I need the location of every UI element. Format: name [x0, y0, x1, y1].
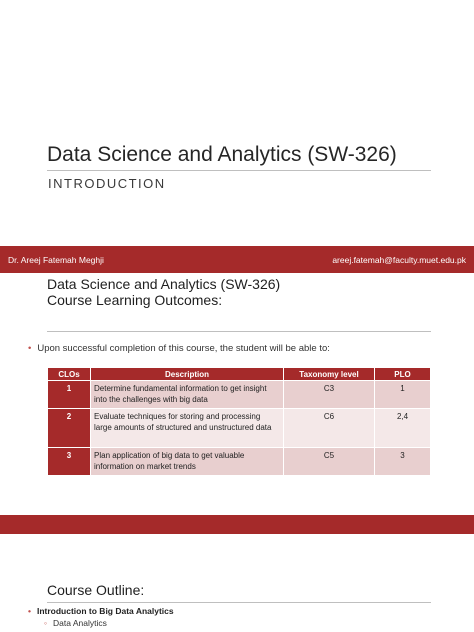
slide1-title-divider	[47, 170, 431, 171]
clo-description: Evaluate techniques for storing and processing large amounts of structured and unstructured data	[91, 409, 284, 448]
clo-taxonomy: C3	[284, 381, 375, 409]
outline-subitem	[44, 618, 107, 628]
clo-intro-bullet	[28, 343, 330, 354]
header-clos: CLOs	[48, 368, 91, 381]
clo-table	[47, 367, 431, 476]
outline-item	[28, 606, 174, 616]
outline-subitem-label: Data Analytics	[53, 618, 107, 628]
table-row	[48, 381, 431, 409]
slide3-title: Course Outline:	[47, 582, 145, 598]
header-plo: PLO	[375, 368, 431, 381]
clo-plo: 1	[375, 381, 431, 409]
slide2-title: Data Science and Analytics (SW-326)	[47, 276, 281, 292]
clo-plo: 2,4	[375, 409, 431, 448]
table-row	[48, 448, 431, 476]
slide1-subtitle: INTRODUCTION	[48, 176, 166, 191]
bullet-dot-icon: •	[28, 606, 31, 616]
header-taxonomy: Taxonomy level	[284, 368, 375, 381]
footer-email: areej.fatemah@faculty.muet.edu.pk	[332, 255, 466, 265]
bullet-dot-icon: •	[28, 343, 32, 354]
clo-taxonomy: C5	[284, 448, 375, 476]
sub-bullet-icon: ◦	[44, 618, 48, 628]
slide1-title: Data Science and Analytics (SW-326)	[47, 143, 397, 166]
slide2-subtitle: Course Learning Outcomes:	[47, 292, 223, 308]
clo-number: 2	[48, 409, 91, 448]
slide3-title-divider	[47, 602, 431, 603]
clo-plo: 3	[375, 448, 431, 476]
clo-intro-text: Upon successful completion of this course, the student will be able to:	[37, 343, 330, 354]
slide2-title-divider	[47, 331, 431, 332]
slide2-footer-bar	[0, 515, 474, 534]
clo-description: Plan application of big data to get valuable information on market trends	[91, 448, 284, 476]
clo-description: Determine fundamental information to get insight into the challenges with big data	[91, 381, 284, 409]
clo-number: 1	[48, 381, 91, 409]
outline-item-label: Introduction to Big Data Analytics	[36, 606, 174, 616]
header-description: Description	[91, 368, 284, 381]
footer-author: Dr. Areej Fatemah Meghji	[8, 255, 104, 265]
clo-number: 3	[48, 448, 91, 476]
clo-table-header	[48, 368, 431, 381]
table-row	[48, 409, 431, 448]
clo-taxonomy: C6	[284, 409, 375, 448]
